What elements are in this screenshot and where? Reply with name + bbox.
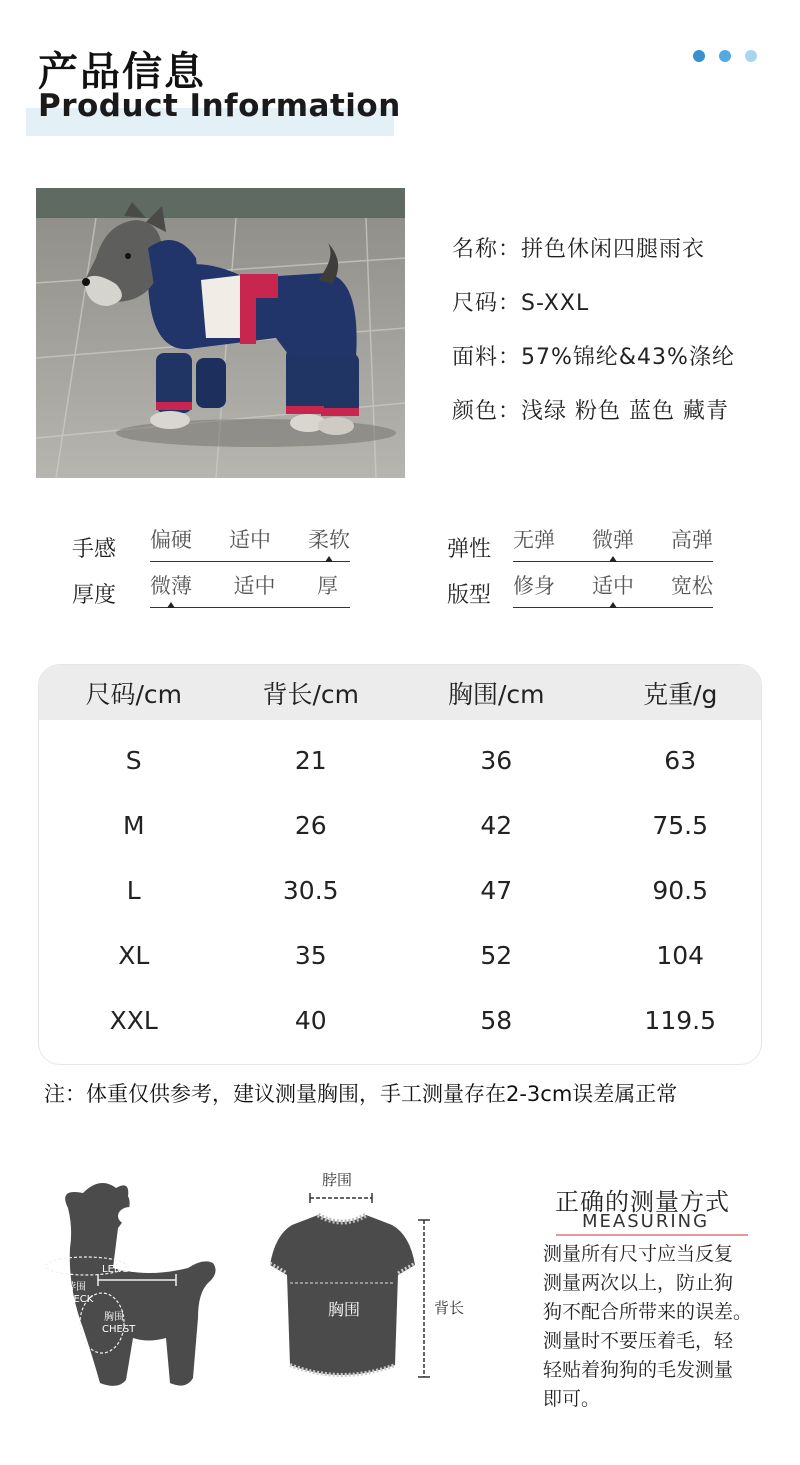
- table-cell: 63: [664, 746, 697, 775]
- table-cell: 90.5: [652, 876, 709, 905]
- measuring-subtitle: MEASURING: [582, 1211, 710, 1232]
- table-row: [39, 728, 761, 793]
- column-header-back-length: 背长/cm: [262, 679, 359, 709]
- feature-feel-scale: [150, 524, 350, 564]
- scale-marker-icon: [167, 602, 175, 608]
- instruction-line: 测量时不要压着毛，轻: [543, 1330, 734, 1352]
- product-color: 颜色：浅绿 粉色 蓝色 藏青: [452, 399, 729, 424]
- feature-thickness-scale: [150, 570, 350, 610]
- measurement-note: 注：体重仅供参考，建议测量胸围，手工测量存在2-3cm误差属正常: [44, 1082, 678, 1106]
- dog-photo-illustration: [36, 188, 405, 478]
- table-cell: M: [122, 811, 145, 840]
- instruction-line: 即可。: [543, 1388, 601, 1410]
- dog-neck-label-en: NECK: [66, 1294, 94, 1305]
- table-row: [39, 923, 761, 988]
- dog-measure-diagram: [38, 1168, 228, 1398]
- page-subtitle: Product Information: [38, 88, 401, 124]
- decorative-dots: [693, 50, 757, 62]
- instruction-line: 测量两次以上，防止狗: [543, 1272, 734, 1294]
- scale-option: 厚: [317, 574, 338, 598]
- garment-back-label: 背长: [434, 1299, 465, 1317]
- garment-chest-label: 胸围: [328, 1300, 361, 1319]
- table-cell: 75.5: [652, 811, 709, 840]
- scale-option: 偏硬: [150, 528, 192, 552]
- product-material: 面料：57%锦纶&43%涤纶: [452, 345, 735, 370]
- table-cell: 35: [294, 941, 327, 970]
- table-body: [39, 720, 761, 1053]
- dog-chest-label-cn: 胸围: [104, 1312, 124, 1323]
- product-photo: [36, 188, 405, 478]
- table-row: [39, 988, 761, 1053]
- feature-elasticity-label: 弹性: [447, 537, 492, 562]
- scale-option: 适中: [592, 574, 634, 598]
- table-cell: 47: [480, 876, 513, 905]
- scale-option: 适中: [229, 528, 271, 552]
- size-table: [38, 664, 762, 1065]
- column-header-weight: 克重/g: [643, 679, 718, 709]
- table-cell: 40: [294, 1006, 327, 1035]
- instruction-line: 狗不配合所带来的误差。: [543, 1301, 753, 1323]
- dog-neck-label-cn: 脖围: [66, 1282, 86, 1293]
- scale-option: 高弹: [671, 528, 713, 552]
- measuring-title: 正确的测量方式: [555, 1188, 730, 1216]
- table-cell: 21: [294, 746, 327, 775]
- feature-fit-scale: [513, 570, 713, 610]
- dog-chest-label-en: CHEST: [102, 1324, 136, 1335]
- instruction-line: 轻贴着狗狗的毛发测量: [543, 1359, 734, 1381]
- table-cell: 36: [480, 746, 513, 775]
- product-size: 尺码：S-XXL: [452, 291, 590, 316]
- table-row: [39, 793, 761, 858]
- scale-line: [150, 607, 350, 608]
- table-cell: 52: [480, 941, 513, 970]
- measuring-instructions: [543, 1240, 783, 1414]
- table-row: [39, 858, 761, 923]
- garment-measure-diagram: [270, 1165, 485, 1390]
- table-cell: 119.5: [644, 1006, 716, 1035]
- table-cell: 104: [656, 941, 705, 970]
- table-header: [39, 665, 761, 720]
- table-cell: S: [125, 746, 142, 775]
- measuring-divider: [556, 1234, 748, 1236]
- scale-option: 微薄: [150, 574, 192, 598]
- feature-feel-label: 手感: [72, 537, 117, 562]
- page-title: 产品信息: [38, 49, 206, 95]
- dot-icon: [745, 50, 757, 62]
- scale-option: 柔软: [308, 528, 350, 552]
- feature-thickness-label: 厚度: [72, 583, 117, 608]
- column-header-chest: 胸围/cm: [447, 679, 545, 709]
- table-cell: 58: [480, 1006, 513, 1035]
- scale-option: 宽松: [671, 574, 713, 598]
- product-name: 名称：拼色休闲四腿雨衣: [452, 237, 706, 262]
- table-cell: 42: [480, 811, 513, 840]
- table-cell: 26: [294, 811, 327, 840]
- dot-icon: [693, 50, 705, 62]
- dog-length-label: LENGTH背长: [102, 1264, 163, 1275]
- scale-option: 修身: [513, 574, 555, 598]
- table-cell: XL: [118, 941, 150, 970]
- scale-line: [150, 561, 350, 562]
- feature-fit-label: 版型: [447, 583, 492, 608]
- table-cell: L: [126, 876, 141, 905]
- scale-option: 适中: [233, 574, 276, 598]
- scale-marker-icon: [609, 602, 617, 608]
- column-header-size: 尺码/cm: [85, 679, 182, 709]
- table-cell: 30.5: [282, 876, 339, 905]
- scale-option: 微弹: [592, 528, 634, 552]
- table-cell: XXL: [109, 1006, 158, 1035]
- garment-neck-label: 脖围: [322, 1171, 353, 1189]
- feature-elasticity-scale: [513, 524, 713, 564]
- scale-option: 无弹: [513, 528, 555, 552]
- dot-icon: [719, 50, 731, 62]
- garment-silhouette-icon: [270, 1165, 485, 1390]
- scale-marker-icon: [609, 556, 617, 562]
- instruction-line: 测量所有尺寸应当反复: [543, 1243, 734, 1265]
- scale-marker-icon: [325, 556, 333, 562]
